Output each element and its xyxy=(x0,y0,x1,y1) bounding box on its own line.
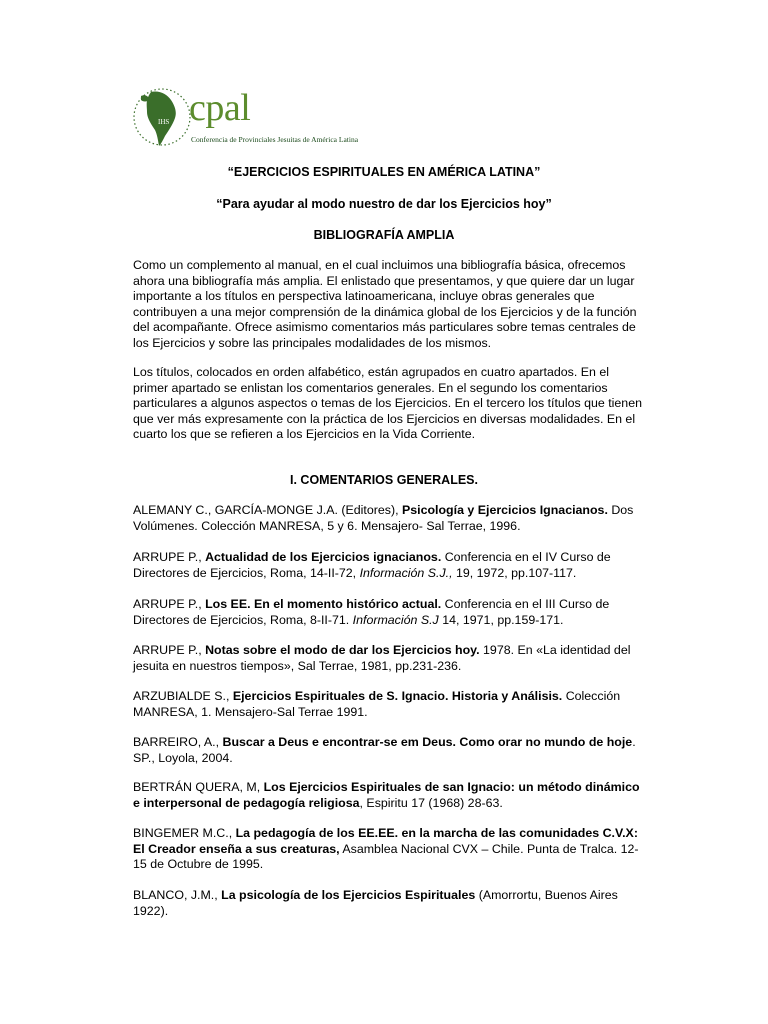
entry-details: Conferencia en el IV Curso de Directores de Ejercicios, Roma, 14-II-72, xyxy=(133,550,611,580)
entry-author: BERTRÁN QUERA, M, xyxy=(133,780,264,794)
entry-title: La pedagogía de los EE.EE. en la marcha de las comunidades C.V.X: El Creador enseña a sus creaturas, xyxy=(133,826,638,856)
entry-title: Los EE. En el momento histórico actual. xyxy=(205,597,442,611)
entry-details: Conferencia en el III Curso de Directores de Ejercicios, Roma, 8-II-71. xyxy=(133,597,610,627)
entry-author: BARREIRO, A., xyxy=(133,735,223,749)
entry-author: BINGEMER M.C., xyxy=(133,826,236,840)
bibliography-entry xyxy=(133,550,643,581)
entry-author: ARRUPE P., xyxy=(133,550,206,564)
bibliography-entry xyxy=(133,503,643,534)
intro-paragraph-1: Como un complemento al manual, en el cual incluimos una bibliografía básica, ofrecemos ahora una bibliografía más amplia. El enlistado que presentamos, y que quiere dar un lugar importante a los títulos en perspectiva latinoamericana, incluye obras generales que contribuyen a una mejor comprensión de la dinámica global de los Ejercicios y de la función del acompañante. Ofrece asimismo comentarios más particulares sobre temas centrales de los Ejercicios y sobre las principales modalidades de los mismos. xyxy=(133,258,637,350)
entry-title: Buscar a Deus e encontrar-se em Deus. Como orar no mundo de hoje xyxy=(222,735,633,749)
document-title: “EJERCICIOS ESPIRITUALES EN AMÉRICA LATINA” xyxy=(227,165,541,179)
entry-title: Notas sobre el modo de dar los Ejercicios hoy. xyxy=(205,643,480,657)
cpal-logo xyxy=(131,84,371,154)
entry-details: 1978. En «La identidad del jesuita en nuestros tiempos», Sal Terrae, 1981, pp.231-236. xyxy=(133,643,631,673)
entry-journal: Información S.J., xyxy=(359,565,453,580)
bibliography-entry xyxy=(133,888,643,919)
document-subtitle: “Para ayudar al modo nuestro de dar los Ejercicios hoy” xyxy=(216,197,552,211)
intro-paragraph-2: Los títulos, colocados en orden alfabético, están agrupados en cuatro apartados. En el primer apartado se enlistan los comentarios generales. En el segundo los comentarios particulares a algunos aspectos o temas de los Ejercicios. En el tercero los títulos que tienen que ver más expresamente con la práctica de los Ejercicios en diversas modalidades. En el cuarto los que se refieren a los Ejercicios en la Vida Corriente. xyxy=(133,365,642,442)
entry-details: Dos Volúmenes. Colección MANRESA, 5 y 6. Mensajero- Sal Terrae, 1996. xyxy=(133,503,634,533)
bibliography-entry xyxy=(133,780,643,811)
bibliography-entry xyxy=(133,597,643,628)
entry-details: Asamblea Nacional CVX – Chile. Punta de Tralca. 12-15 de Octubre de 1995. xyxy=(133,841,639,872)
entry-title: Actualidad de los Ejercicios ignacianos. xyxy=(205,550,442,564)
entry-author: BLANCO, J.M., xyxy=(133,888,222,902)
entry-author: ARZUBIALDE S., xyxy=(133,689,233,703)
bibliography-entry xyxy=(133,826,643,873)
bibliography-heading: BIBLIOGRAFÍA AMPLIA xyxy=(313,228,455,242)
bibliography-entry xyxy=(133,735,643,766)
entry-author: ARRUPE P., xyxy=(133,597,206,611)
cpal-brand-text: cpal xyxy=(189,87,251,129)
entry-details: (Amorrortu, Buenos Aires 1922). xyxy=(133,888,618,918)
ihs-emblem-text: IHS xyxy=(158,118,170,126)
latin-america-map-emblem xyxy=(131,84,193,154)
entry-journal: Información S.J xyxy=(352,612,439,627)
entry-author: ALEMANY C., GARCÍA-MONGE J.A. (Editores), xyxy=(133,503,402,517)
entry-title: Ejercicios Espirituales de S. Ignacio. Historia y Análisis. xyxy=(232,689,563,703)
entry-title: Los Ejercicios Espirituales de san Ignacio: un método dinámico e interpersonal de pedagogía religiosa xyxy=(133,780,640,810)
entry-details: Colección MANRESA, 1. Mensajero-Sal Terrae 1991. xyxy=(133,689,621,719)
entry-title: Psicología y Ejercicios Ignacianos. xyxy=(401,503,608,517)
entry-title: La psicología de los Ejercicios Espirituales xyxy=(221,888,476,902)
entry-details-end: 19, 1972, pp.107-117. xyxy=(452,565,577,580)
entry-details-end: 14, 1971, pp.159-171. xyxy=(438,612,564,627)
cpal-subtitle: Conferencia de Provinciales Jesuitas de América Latina xyxy=(191,135,359,144)
section-title: I. COMENTARIOS GENERALES. xyxy=(290,473,478,487)
entry-author: ARRUPE P., xyxy=(133,643,206,657)
entry-details: . SP., Loyola, 2004. xyxy=(133,735,636,765)
bibliography-entry xyxy=(133,643,643,674)
bibliography-entry xyxy=(133,689,643,720)
entry-details: , Espiritu 17 (1968) 28-63. xyxy=(359,795,503,810)
